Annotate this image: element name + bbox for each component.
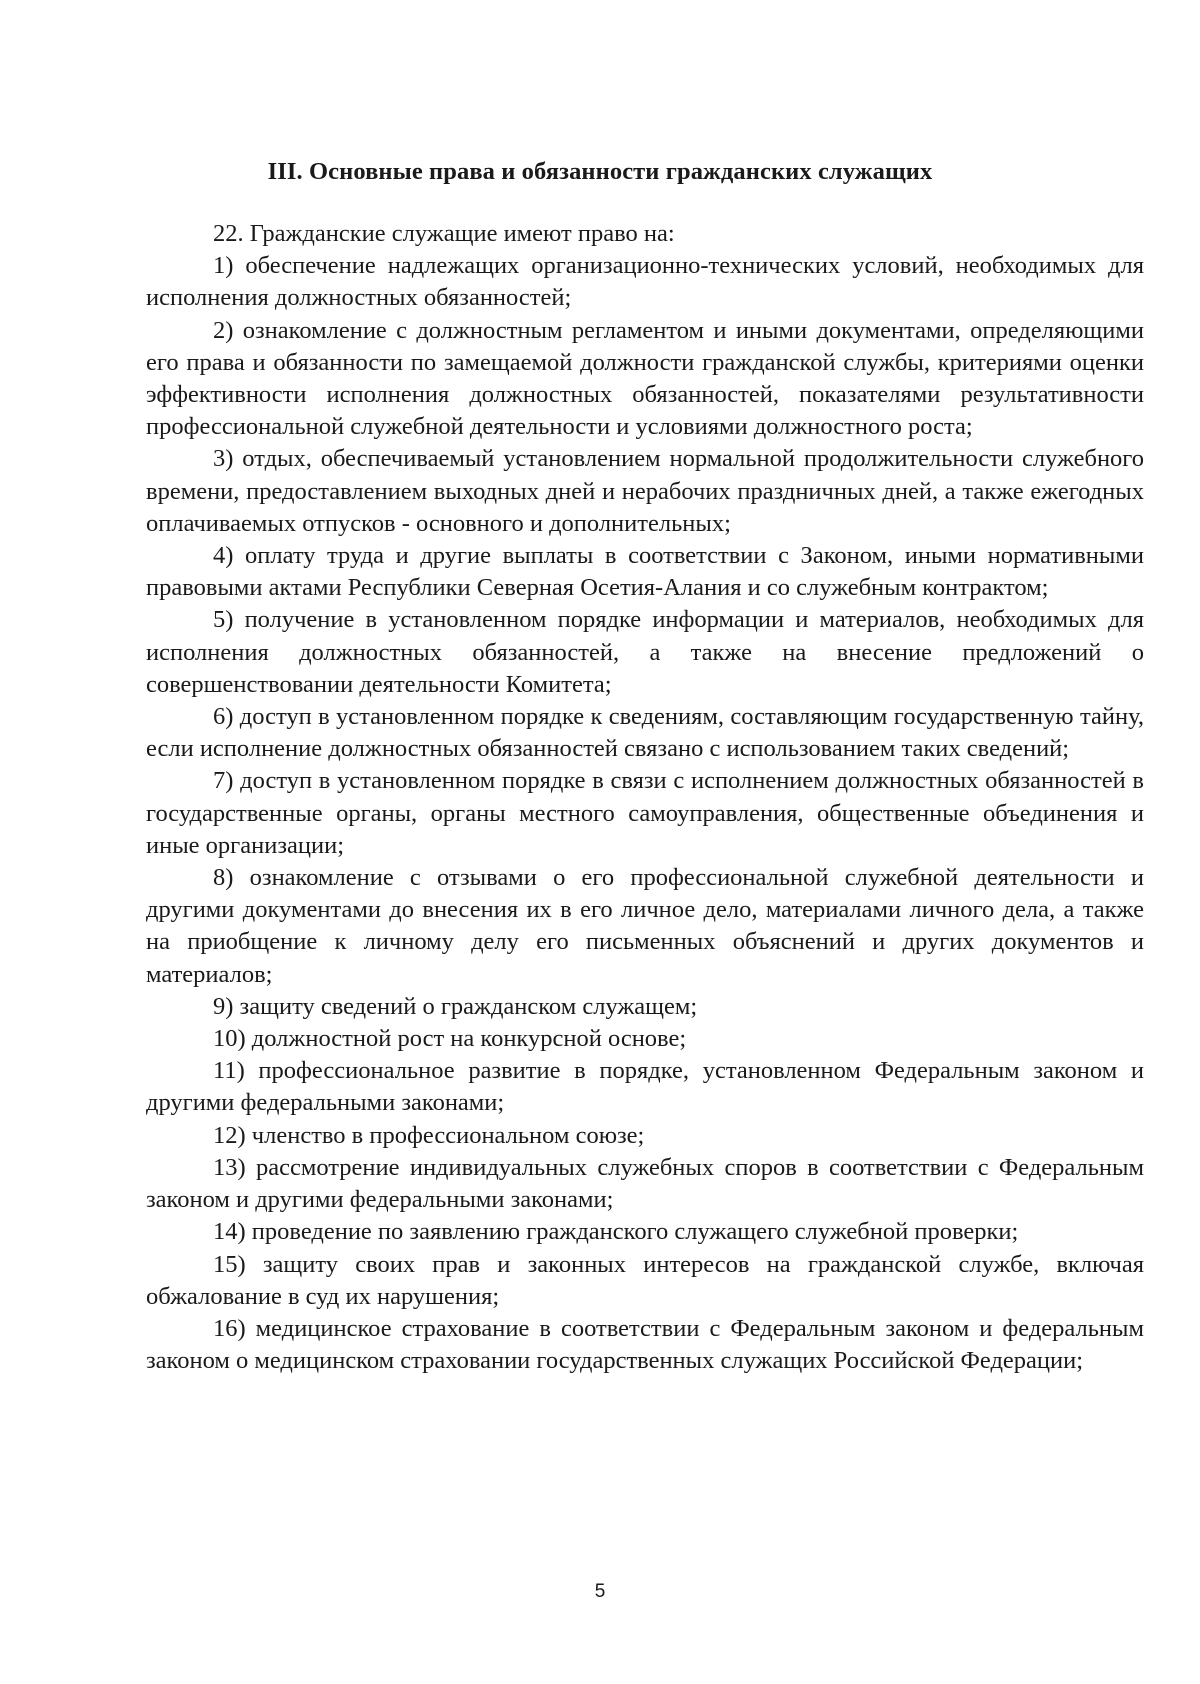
clause-intro: 22. Гражданские служащие имеют право на: <box>213 220 675 247</box>
list-item: 1) обеспечение надлежащих организационно-технических условий, необходимых для исполнения должностных обязанностей; <box>146 252 1144 312</box>
list-item: 7) доступ в установленном порядке в связи с исполнением должностных обязанностей в государственные органы, органы местного самоуправления, общественные объединения и иные организации; <box>146 767 1144 859</box>
list-item: 9) защиту сведений о гражданском служащем; <box>213 992 698 1020</box>
list-item: 11) профессиональное развитие в порядке, установленном Федеральным законом и другими федеральными законами; <box>146 1057 1144 1117</box>
list-item: 13) рассмотрение индивидуальных служебных споров в соответствии с Федеральным законом и другими федеральными законами; <box>146 1153 1144 1214</box>
list-item: 15) защиту своих прав и законных интересов на гражданской службе, включая обжалование в суд их нарушения; <box>146 1250 1144 1310</box>
list-item: 14) проведение по заявлению гражданского служащего служебной проверки; <box>213 1218 1019 1246</box>
list-item: 16) медицинское страхование в соответствии с Федеральным законом и федеральным законом о медицинском страховании государственных служащих Российской Федерации; <box>146 1314 1144 1375</box>
section-body <box>146 218 1144 1377</box>
page-number: 5 <box>594 1581 606 1602</box>
list-item: 2) ознакомление с должностным регламентом и иными документами, определяющими его права и обязанности по замещаемой должности гражданской службы, критериями оценки эффективности исполнения должностных обязанностей, показателями результативности профессиональной служебной деятельности и условиями должностного роста; <box>146 316 1144 441</box>
list-item: 3) отдых, обеспечиваемый установлением нормальной продолжительности служебного времени, предоставлением выходных дней и нерабочих праздничных дней, а также ежегодных оплачиваемых отпусков - основного и дополнительных; <box>146 445 1144 537</box>
list-item: 6) доступ в установленном порядке к сведениям, составляющим государственную тайну, если исполнение должностных обязанностей связано с использованием таких сведений; <box>146 703 1144 763</box>
section-heading: III. Основные права и обязанности гражданских служащих <box>267 158 933 185</box>
list-item: 4) оплату труда и другие выплаты в соответствии с Законом, иными нормативными правовыми актами Республики Северная Осетия-Алания и со служебным контрактом; <box>146 542 1144 602</box>
list-item: 12) членство в профессиональном союзе; <box>213 1121 645 1149</box>
list-item: 8) ознакомление с отзывами о его профессиональной служебной деятельности и другими документами до внесения их в его личное дело, материалами личного дела, а также на приобщение к личному делу его письменных объяснений и других документов и материалов; <box>146 864 1144 988</box>
list-item: 5) получение в установленном порядке информации и материалов, необходимых для исполнения должностных обязанностей, а также на внесение предложений о совершенствовании деятельности Комитета; <box>146 606 1144 698</box>
list-item: 10) должностной рост на конкурсной основе; <box>213 1025 687 1053</box>
